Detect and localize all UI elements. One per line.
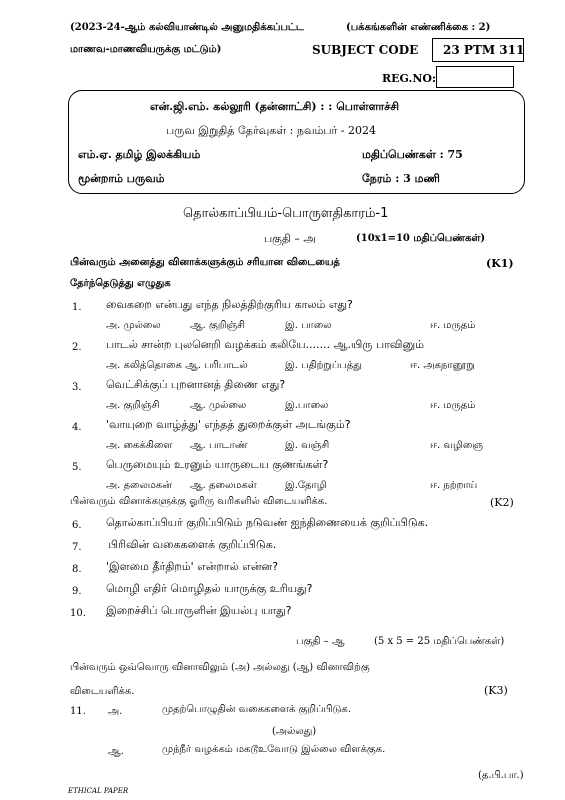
allowed-year-note: (2023-24-ஆம் கல்வியாண்டில் அனுமதிக்கப்பட்ட	[70, 22, 304, 33]
watermark-text: ETHICAL PAPER	[68, 787, 129, 795]
option-c: இ.பாலை	[285, 400, 329, 411]
section-b-title: பகுதி – ஆ	[296, 636, 345, 647]
option-d: ஈ. மருதம்	[430, 320, 476, 331]
question-text: 'வாயுறை வாழ்த்து' எந்தத் துறைக்குள் அடங்கும்?	[106, 418, 351, 431]
option-b: ஆ. முல்லை	[190, 400, 247, 411]
subject-code-label: SUBJECT CODE	[312, 43, 419, 57]
question-text: பிரிவின் வகைகளைக் குறிப்பிடுக.	[108, 538, 277, 551]
option-a: அ. முல்லை	[106, 320, 161, 331]
students-only-note: மாணவ-மாணவியருக்கு மட்டும்)	[70, 44, 222, 55]
semester: மூன்றாம் பருவம்	[78, 172, 165, 185]
reg-no-label: REG.NO:	[382, 72, 437, 85]
paper-title: தொல்காப்பியம்-பொருளதிகாரம்-1	[183, 206, 389, 221]
option-d: ஈ. அகநானூறு	[410, 360, 475, 371]
question-number: 8.	[72, 564, 82, 575]
section-a-title: பகுதி – அ	[264, 232, 316, 245]
question-text: பாடல் சான்ற புலனெறி வழக்கம் கலியே....... ஆ.யிரு பாவினும்	[106, 338, 425, 351]
question-number: 2.	[72, 342, 82, 353]
reg-no-field[interactable]	[436, 66, 514, 88]
option-b: ஆ. குறிஞ்சி	[190, 320, 246, 331]
choice-a-label: அ.	[108, 706, 123, 717]
option-a: அ. கைக்கிளை	[106, 440, 173, 451]
duration: நேரம் : 3 மணி	[362, 172, 440, 185]
question-text: மொழி எதிர் மொழிதல் யாருக்கு உரியது?	[106, 582, 313, 595]
section-b-marks: (5 x 5 = 25 மதிப்பெண்கள்)	[374, 636, 505, 647]
section-a-level: (K1)	[486, 257, 514, 270]
question-text: 'இளமை தீர்திறம்' என்றால் என்ன?	[106, 560, 279, 573]
question-number: 7.	[72, 542, 82, 553]
option-c: இ. வஞ்சி	[285, 440, 330, 451]
option-d: ஈ. வழிஞை	[430, 440, 484, 451]
option-c: இ. பாலை	[285, 320, 332, 331]
section-b-instruction-cont: விடையளிக்க.	[70, 686, 135, 697]
question-text: வெட்சிக்குப் புறனானத் திணை எது?	[106, 378, 286, 391]
option-c: இ. பதிற்றுப்பத்து	[285, 360, 362, 371]
or-separator: (அல்லது)	[272, 726, 317, 737]
option-a-b: அ. கலித்தொகை ஆ. பரிபாடல்	[106, 360, 248, 371]
question-text: இறைச்சிப் பொருளின் இயல்பு யாது?	[106, 604, 292, 617]
section-a-instruction: பின்வரும் அனைத்து வினாக்களுக்கும் சரியான விடையைத்	[70, 257, 340, 268]
subject-code-value: 23 PTM 311	[443, 43, 525, 57]
short-answer-level: (K2)	[490, 496, 514, 509]
question-number: 10.	[70, 608, 86, 619]
choice-b-label: ஆ.	[108, 746, 124, 757]
subject-code-box	[432, 38, 524, 62]
short-answer-instruction: பின்வரும் வினாக்களுக்கு ஓரிரு வரிகளில் விடையளிக்க.	[70, 496, 328, 507]
exam-title: பருவ இறுதித் தேர்வுகள் : நவம்பர் - 2024	[166, 124, 376, 137]
question-number: 5.	[72, 462, 82, 473]
question-number: 11.	[70, 706, 86, 717]
option-a: அ. தலைமகன்	[106, 480, 172, 491]
question-number: 9.	[72, 586, 82, 597]
option-c: இ.தோழி	[285, 480, 327, 491]
question-text: பெருமையும் உரனும் யாருடைய குணங்கள்?	[106, 458, 329, 471]
question-number: 1.	[72, 302, 82, 313]
question-text: முந்நீர் வழக்கம் மகடூஉவோடு இல்லை விளக்குக.	[162, 744, 386, 755]
option-a: அ. குறிஞ்சி	[106, 400, 160, 411]
college-name: என்.ஜி.எம். கல்லூரி (தன்னாட்சி) : : பொள்ளாச்சி	[150, 100, 399, 113]
option-d: ஈ. நற்றாய்	[430, 480, 478, 491]
question-number: 3.	[72, 382, 82, 393]
question-number: 4.	[72, 422, 82, 433]
option-b: ஆ. தலைமகள்	[190, 480, 257, 491]
question-text: முதற்பொழுதின் வகைகளைக் குறிப்பிடுக.	[162, 704, 352, 715]
section-a-instruction-cont: தேர்ந்தெடுத்து எழுதுக	[70, 278, 171, 289]
option-b: ஆ. பாடாண்	[190, 440, 248, 451]
section-b-instruction: பின்வரும் ஒவ்வொரு வினாவிலும் (அ) அல்லது (ஆ) வினாவிற்கு	[70, 662, 370, 673]
question-text: தொல்காப்பியர் குறிப்பிடும் நடுவண் ஐந்திணையைக் குறிப்பிடுக.	[106, 516, 429, 529]
course-name: எம்.ஏ. தமிழ் இலக்கியம்	[78, 148, 201, 161]
question-number: 6.	[72, 520, 82, 531]
question-text: வைகறை என்பது எந்த நிலத்திற்குரிய காலம் எது?	[106, 298, 353, 311]
page-count: (பக்கங்களின் எண்ணிக்கை : 2)	[346, 22, 491, 33]
section-b-level: (K3)	[484, 684, 508, 697]
max-marks: மதிப்பெண்கள் : 75	[362, 148, 463, 161]
option-d: ஈ. மருதம்	[430, 400, 476, 411]
pto-note: (த.பி.பா.)	[478, 770, 524, 781]
section-a-marks: (10x1=10 மதிப்பெண்கள்)	[356, 233, 486, 244]
